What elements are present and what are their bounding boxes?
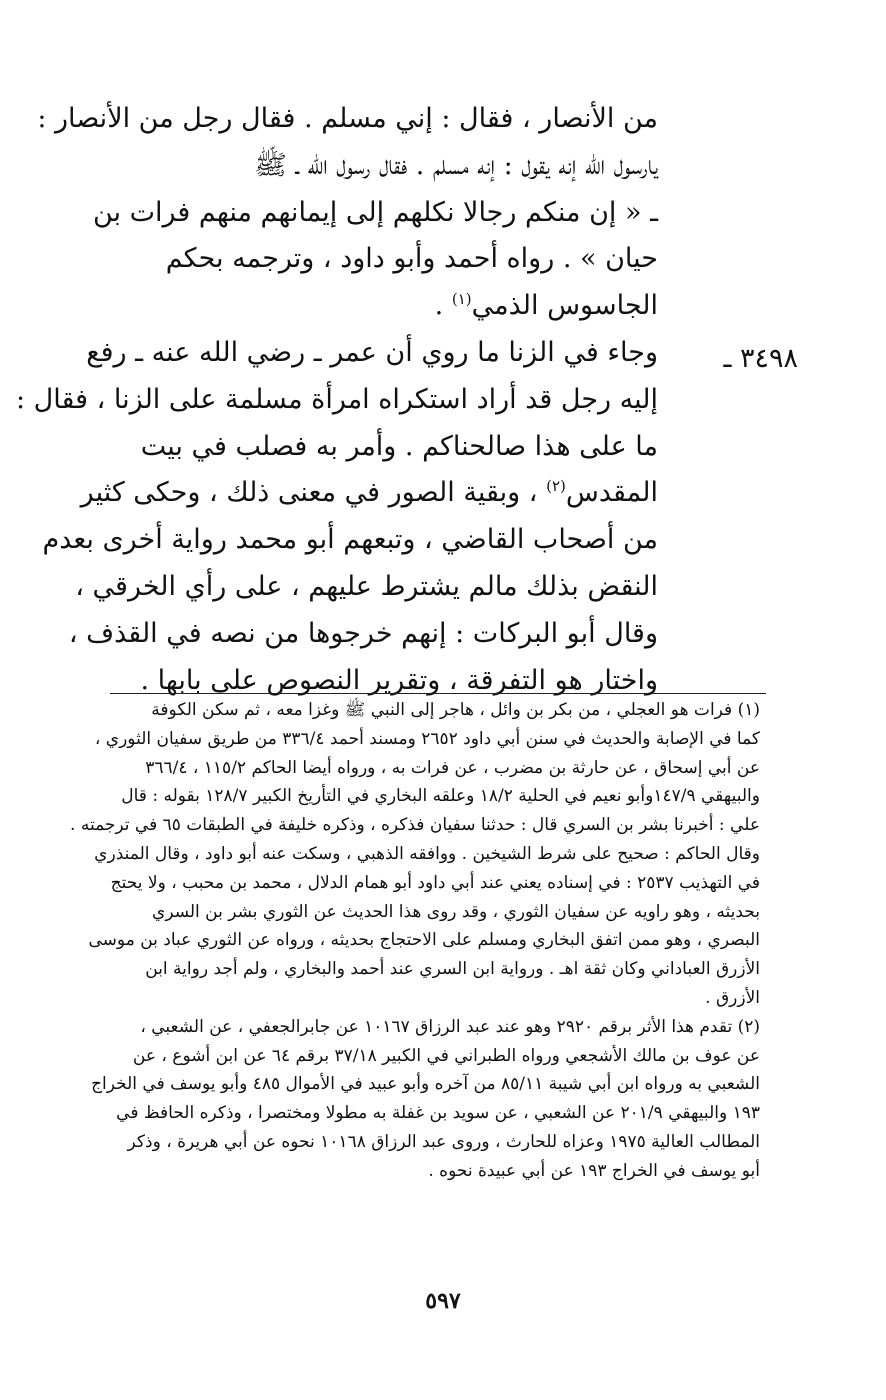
footnote-line: وقال الحاكم : صحيح على شرط الشيخين . ووافقه الذهبي ، وسكت عنه أبو داود ، وقال المنذري <box>94 843 760 864</box>
footnote-line: (١) فرات هو العجلي ، من بكر بن وائل ، هاجر إلى النبي ﷺ وغزا معه ، ثم سكن الكوفة <box>151 700 760 720</box>
footnote-line: المطالب العالية ١٩٧٥ وعزاه للحارث ، وروى عبد الرزاق ١٠١٦٨ نحوه عن أبي هريرة ، وذكر <box>127 1131 760 1152</box>
main-text-segment: الجاسوس الذمي <box>471 290 658 322</box>
footnote-line: (٢) تقدم هذا الأثر برقم ٢٩٢٠ وهو عند عبد الرزاق ١٠١٦٧ عن جابرالجعفي ، عن الشعبي ، <box>140 1016 760 1037</box>
footnote-line: في التهذيب ٢٥٣٧ : في إسناده يعني عند أبي داود أبو همام الدلال ، محمد بن محبب ، ولا يحتج <box>110 872 760 893</box>
main-text-line <box>118 283 658 330</box>
main-text-segment: ، وبقية الصور في معنى ذلك ، وحكى كثير <box>80 477 538 509</box>
footnote-line: البصري ، وهو ممن اتفق البخاري ومسلم على الاحتجاج بحديثه ، ورواه عن الثوري عباد بن موسى <box>88 930 760 951</box>
footnote-separator <box>110 693 766 694</box>
footnote-reference-2: (٢) <box>546 477 566 496</box>
main-text-line: ـ « إن منكم رجالا نكلهم إلى إيمانهم منهم فرات بن <box>92 196 658 228</box>
footnote-line: الأزرق . <box>705 987 760 1008</box>
main-text-line <box>80 470 658 517</box>
main-text-segment: . <box>434 290 452 322</box>
page-number: ٥٩٧ <box>425 1288 461 1314</box>
main-text-line: من أصحاب القاضي ، وتبعهم أبو محمد رواية أخرى بعدم <box>42 524 658 556</box>
main-text-line: النقض بذلك مالم يشترط عليهم ، على رأي الخرقي ، <box>75 570 658 602</box>
main-text-line: من الأنصار ، فقال : إني مسلم . فقال رجل من الأنصار : <box>37 103 658 134</box>
main-text-line: إليه رجل قد أراد استكراه امرأة مسلمة على الزنا ، فقال : <box>15 383 658 415</box>
footnotes-block <box>70 696 760 1186</box>
footnote-line: أبو يوسف في الخراج ١٩٣ عن أبي عبيدة نحوه . <box>428 1160 760 1181</box>
footnote-line: الأزرق العباداني وكان ثقة اهـ . ورواية ابن السري عند أحمد والبخاري ، ولم أجد رواية ابن <box>145 959 760 980</box>
main-text-line: وجاء في الزنا ما روي أن عمر ـ رضي الله عنه ـ رفع <box>86 336 658 368</box>
main-text-line: وقال أبو البركات : إنهم خرجوها من نصه في القذف ، <box>68 617 658 649</box>
main-text-segment: المقدس <box>565 477 658 509</box>
footnote-line: الشعبي به ورواه ابن أبي شيبة ٨٥/١١ من آخره وأبو عبيد في الأموال ٤٨٥ وأبو يوسف في الخراج <box>91 1074 760 1095</box>
footnote-line: كما في الإصابة والحديث في سنن أبي داود ٢٦٥٢ ومسند أحمد ٣٣٦/٤ من طريق سفيان الثوري ، <box>94 728 760 749</box>
footnote-line: والبيهقي ١٤٧/٩وأبو نعيم في الحلية ١٨/٢ وعلقه البخاري في التأريخ الكبير ١٢٨/٧ بقوله : قال <box>121 786 760 807</box>
footnote-line: علي : أخبرنا بشر بن السري قال : حدثنا سفيان فذكره ، وذكره خليفة في الطبقات ٦٥ في ترجمته . <box>70 815 760 836</box>
main-text-line: حيان » . رواه أحمد وأبو داود ، وترجمه بحكم <box>165 243 658 275</box>
entry-number: ٣٤٩٨ ـ <box>723 343 798 374</box>
footnote-reference-1: (١) <box>451 290 472 309</box>
footnote-line: عن أبي إسحاق ، عن حارثة بن مضرب ، عن فرات به ، ورواه أيضا الحاكم ١١٥/٢ ، ٣٦٦/٤ <box>145 757 760 778</box>
footnote-line: عن عوف بن مالك الأشجعي ورواه الطبراني في الكبير ٣٧/١٨ برقم ٦٤ عن ابن أشوع ، عن <box>132 1045 760 1066</box>
main-text-line: يارسول الله إنه يقول : إنه مسلم . فقال رسول الله ـ ﷺ <box>254 149 658 181</box>
main-text-line: واختار هو التفرقة ، وتقرير النصوص على بابها . <box>140 664 658 696</box>
main-text-line: ما على هذا صالحناكم . وأمر به فصلب في بيت <box>140 430 658 462</box>
footnote-line: ١٩٣ والبيهقي ٢٠١/٩ عن الشعبي ، عن سويد بن غفلة به مطولا ومختصرا ، وذكره الحافظ في <box>116 1103 760 1124</box>
footnote-line: بحديثه ، وهو راويه عن سفيان الثوري ، وقد روى هذا الحديث عن الثوري بشر بن السري <box>152 901 760 922</box>
main-text-block <box>15 96 658 704</box>
